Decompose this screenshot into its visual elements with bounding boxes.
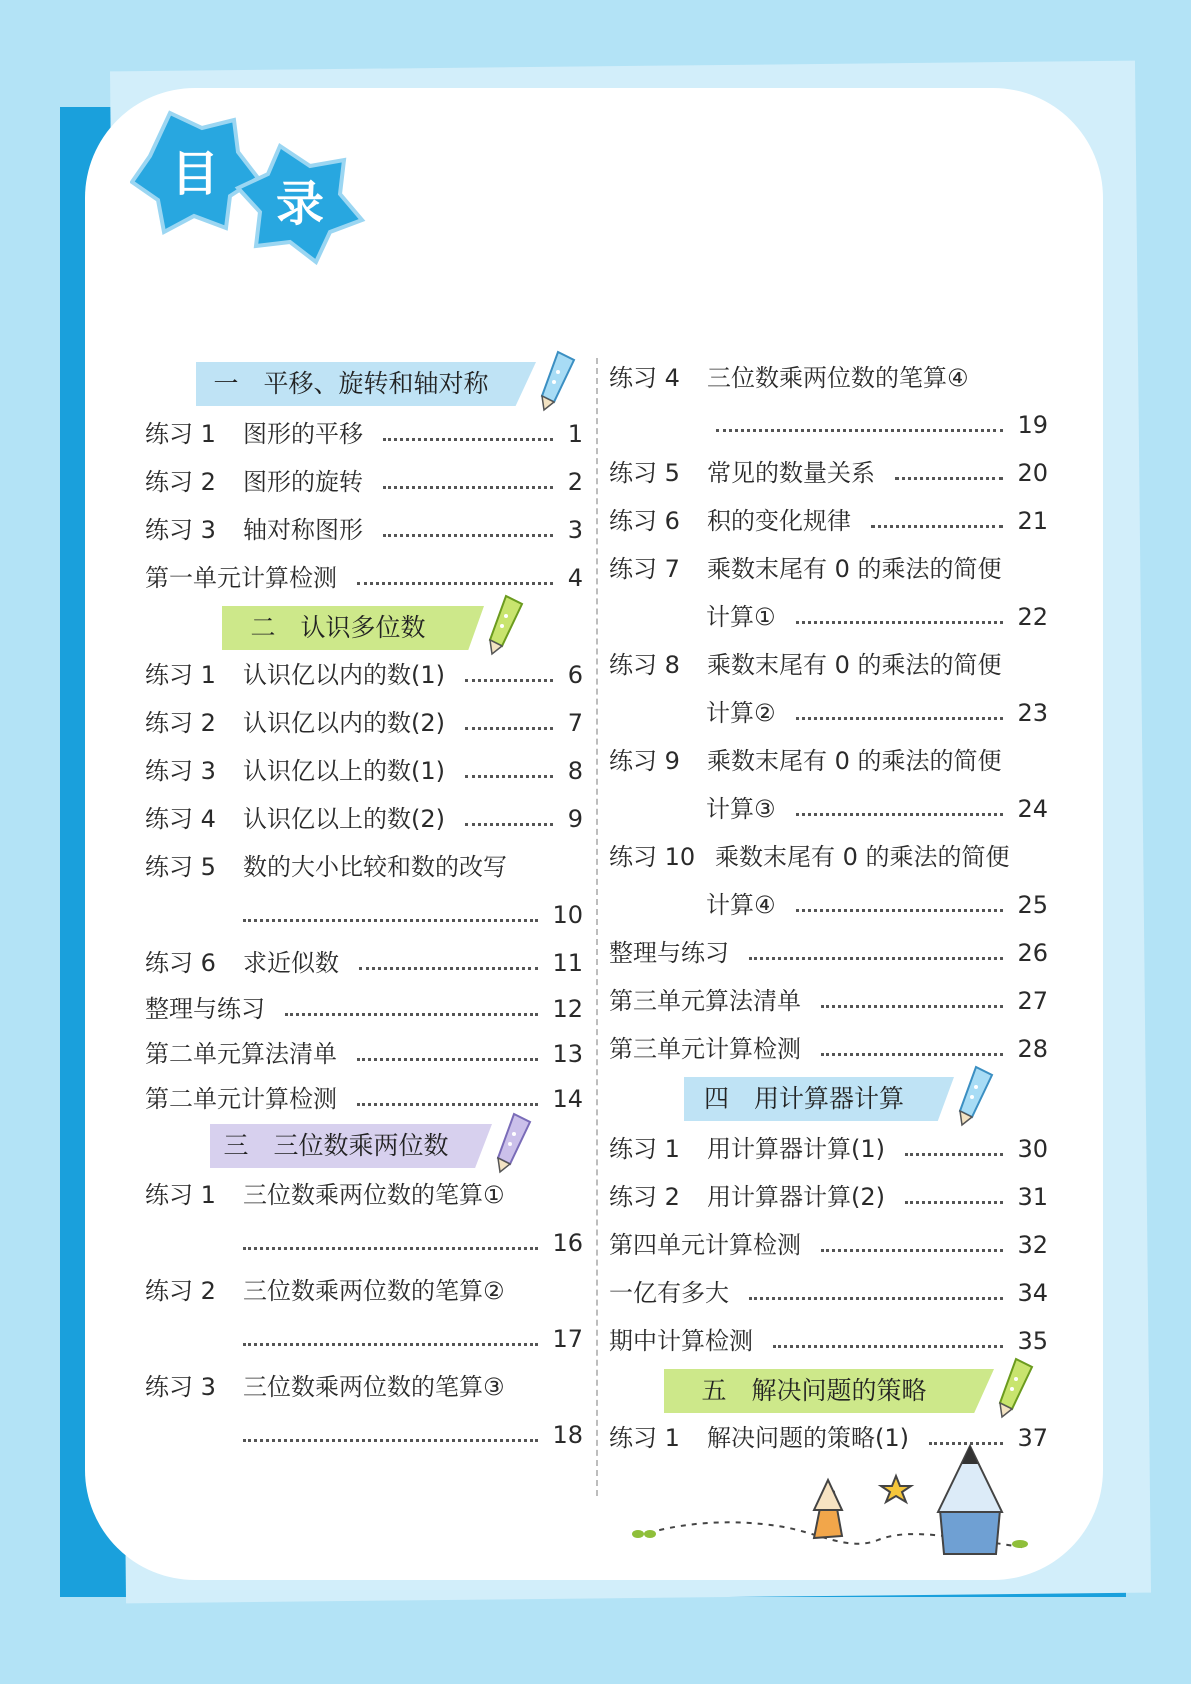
toc-row-title[interactable]: 练习 7 乘数末尾有 0 的乘法的简便 bbox=[609, 555, 1002, 583]
toc-row[interactable]: 练习 1 图形的平移 1 bbox=[145, 414, 583, 454]
toc-row-continuation[interactable] bbox=[243, 1415, 583, 1455]
toc-row-title[interactable]: 练习 3 三位数乘两位数的笔算③ bbox=[145, 1373, 505, 1401]
page-number: 31 bbox=[1017, 1183, 1048, 1211]
toc-row-title[interactable]: 练习 1 三位数乘两位数的笔算① bbox=[145, 1181, 505, 1209]
page-number: 9 bbox=[567, 805, 583, 833]
leader-dots bbox=[357, 1103, 538, 1106]
toc-row[interactable]: 练习 3 轴对称图形 3 bbox=[145, 510, 583, 550]
leader-dots bbox=[749, 1297, 1003, 1300]
page-number: 21 bbox=[1017, 507, 1048, 535]
toc-row[interactable]: 练习 1 用计算器计算(1) 30 bbox=[609, 1129, 1048, 1169]
pencil-icon bbox=[492, 1112, 532, 1174]
leader-dots bbox=[821, 1249, 1003, 1252]
leader-dots bbox=[905, 1153, 1003, 1156]
leader-dots bbox=[465, 823, 553, 826]
toc-row-continuation[interactable]: 计算③ 24 bbox=[706, 789, 1048, 829]
leader-dots bbox=[243, 1439, 538, 1442]
page-number: 13 bbox=[552, 1040, 583, 1068]
page-number: 1 bbox=[567, 420, 583, 448]
title-char-2: 录 bbox=[275, 176, 324, 232]
page-number: 11 bbox=[552, 949, 583, 977]
toc-row[interactable]: 第一单元计算检测 4 bbox=[145, 558, 583, 598]
toc-row-title[interactable]: 练习 4 三位数乘两位数的笔算④ bbox=[609, 364, 969, 392]
page-number: 16 bbox=[552, 1229, 583, 1257]
page-number: 20 bbox=[1017, 459, 1048, 487]
page-number: 6 bbox=[567, 661, 583, 689]
toc-row[interactable]: 第三单元计算检测 28 bbox=[609, 1029, 1048, 1069]
toc-row[interactable]: 练习 6 积的变化规律 21 bbox=[609, 501, 1048, 541]
page-number: 34 bbox=[1017, 1279, 1048, 1307]
leader-dots bbox=[285, 1013, 538, 1016]
pencil-icon bbox=[954, 1065, 994, 1127]
leader-dots bbox=[383, 534, 553, 537]
toc-row[interactable]: 练习 1 认识亿以内的数(1) 6 bbox=[145, 655, 583, 695]
toc-row-title[interactable]: 练习 8 乘数末尾有 0 的乘法的简便 bbox=[609, 651, 1002, 679]
page-number: 3 bbox=[567, 516, 583, 544]
leader-dots bbox=[796, 909, 1004, 912]
leader-dots bbox=[357, 1058, 538, 1061]
pencil-icon bbox=[994, 1357, 1034, 1419]
leader-dots bbox=[383, 438, 553, 441]
page-number: 28 bbox=[1017, 1035, 1048, 1063]
toc-row[interactable]: 第四单元计算检测 32 bbox=[609, 1225, 1048, 1265]
toc-row[interactable]: 练习 2 用计算器计算(2) 31 bbox=[609, 1177, 1048, 1217]
section-heading-unit-5: 五 解决问题的策略 bbox=[664, 1369, 994, 1413]
page-number: 30 bbox=[1017, 1135, 1048, 1163]
toc-row-continuation[interactable] bbox=[243, 1319, 583, 1359]
pencil-icon bbox=[536, 350, 576, 412]
leader-dots bbox=[749, 957, 1003, 960]
page-number: 32 bbox=[1017, 1231, 1048, 1259]
toc-row-title[interactable]: 练习 9 乘数末尾有 0 的乘法的简便 bbox=[609, 747, 1002, 775]
page-number: 2 bbox=[567, 468, 583, 496]
toc-row-continuation[interactable] bbox=[243, 1223, 583, 1263]
toc-row-continuation[interactable] bbox=[716, 405, 1048, 445]
page-number: 17 bbox=[552, 1325, 583, 1353]
toc-row-continuation[interactable]: 计算② 23 bbox=[706, 693, 1048, 733]
leader-dots bbox=[465, 727, 553, 730]
section-heading-unit-2: 二 认识多位数 bbox=[222, 606, 484, 650]
leader-dots bbox=[871, 525, 1003, 528]
toc-row[interactable]: 练习 1 解决问题的策略(1) 37 bbox=[609, 1418, 1048, 1458]
toc-row[interactable]: 练习 4 认识亿以上的数(2) 9 bbox=[145, 799, 583, 839]
toc-row[interactable]: 整理与练习 26 bbox=[609, 933, 1048, 973]
page-number: 18 bbox=[552, 1421, 583, 1449]
toc-row[interactable]: 一亿有多大 34 bbox=[609, 1273, 1048, 1313]
page-number: 14 bbox=[552, 1085, 583, 1113]
toc-row[interactable]: 练习 3 认识亿以上的数(1) 8 bbox=[145, 751, 583, 791]
title-badge bbox=[130, 108, 370, 268]
leader-dots bbox=[465, 679, 553, 682]
leader-dots bbox=[796, 621, 1004, 624]
leader-dots bbox=[383, 486, 553, 489]
page-number: 4 bbox=[567, 564, 583, 592]
column-divider bbox=[596, 358, 598, 1496]
toc-row[interactable]: 练习 2 认识亿以内的数(2) 7 bbox=[145, 703, 583, 743]
toc-row[interactable]: 期中计算检测 35 bbox=[609, 1321, 1048, 1361]
page-number: 10 bbox=[552, 901, 583, 929]
toc-row-title[interactable]: 练习 5 数的大小比较和数的改写 bbox=[145, 853, 507, 881]
toc-row[interactable]: 第二单元算法清单 13 bbox=[145, 1034, 583, 1074]
toc-row-title[interactable]: 练习 2 三位数乘两位数的笔算② bbox=[145, 1277, 505, 1305]
leader-dots bbox=[243, 1343, 538, 1346]
page-number: 8 bbox=[567, 757, 583, 785]
toc-row[interactable]: 练习 6 求近似数 11 bbox=[145, 943, 583, 983]
section-heading-unit-1: 一 平移、旋转和轴对称 bbox=[196, 362, 536, 406]
leader-dots bbox=[905, 1201, 1003, 1204]
leader-dots bbox=[895, 477, 1003, 480]
page-number: 23 bbox=[1017, 699, 1048, 727]
pencil-icon bbox=[484, 594, 524, 656]
section-heading-unit-3: 三 三位数乘两位数 bbox=[210, 1124, 492, 1168]
toc-row-continuation[interactable] bbox=[243, 895, 583, 935]
page-number: 25 bbox=[1017, 891, 1048, 919]
leader-dots bbox=[796, 717, 1004, 720]
pencil-path-illustration-icon bbox=[628, 1440, 1038, 1560]
leader-dots bbox=[243, 919, 538, 922]
page-number: 22 bbox=[1017, 603, 1048, 631]
toc-row[interactable]: 第二单元计算检测 14 bbox=[145, 1079, 583, 1119]
leader-dots bbox=[821, 1053, 1003, 1056]
toc-row[interactable]: 练习 5 常见的数量关系 20 bbox=[609, 453, 1048, 493]
leader-dots bbox=[716, 429, 1003, 432]
page-number: 19 bbox=[1017, 411, 1048, 439]
page-number: 12 bbox=[552, 995, 583, 1023]
leader-dots bbox=[465, 775, 553, 778]
leader-dots bbox=[243, 1247, 538, 1250]
toc-row[interactable]: 练习 2 图形的旋转 2 bbox=[145, 462, 583, 502]
toc-row-continuation[interactable]: 计算④ 25 bbox=[706, 885, 1048, 925]
title-char-1: 目 bbox=[170, 146, 219, 202]
leader-dots bbox=[796, 813, 1004, 816]
toc-row[interactable]: 第三单元算法清单 27 bbox=[609, 981, 1048, 1021]
toc-row-title[interactable]: 练习 10 乘数末尾有 0 的乘法的简便 bbox=[609, 843, 1010, 871]
leader-dots bbox=[359, 967, 538, 970]
page-number: 7 bbox=[567, 709, 583, 737]
page-number: 35 bbox=[1017, 1327, 1048, 1355]
page-number: 26 bbox=[1017, 939, 1048, 967]
toc-row-continuation[interactable]: 计算① 22 bbox=[706, 597, 1048, 637]
page-number: 37 bbox=[1017, 1424, 1048, 1452]
leader-dots bbox=[773, 1345, 1003, 1348]
page-number: 24 bbox=[1017, 795, 1048, 823]
leader-dots bbox=[821, 1005, 1003, 1008]
leader-dots bbox=[357, 582, 553, 585]
toc-row[interactable]: 整理与练习 12 bbox=[145, 989, 583, 1029]
section-heading-unit-4: 四 用计算器计算 bbox=[684, 1077, 954, 1121]
page-number: 27 bbox=[1017, 987, 1048, 1015]
